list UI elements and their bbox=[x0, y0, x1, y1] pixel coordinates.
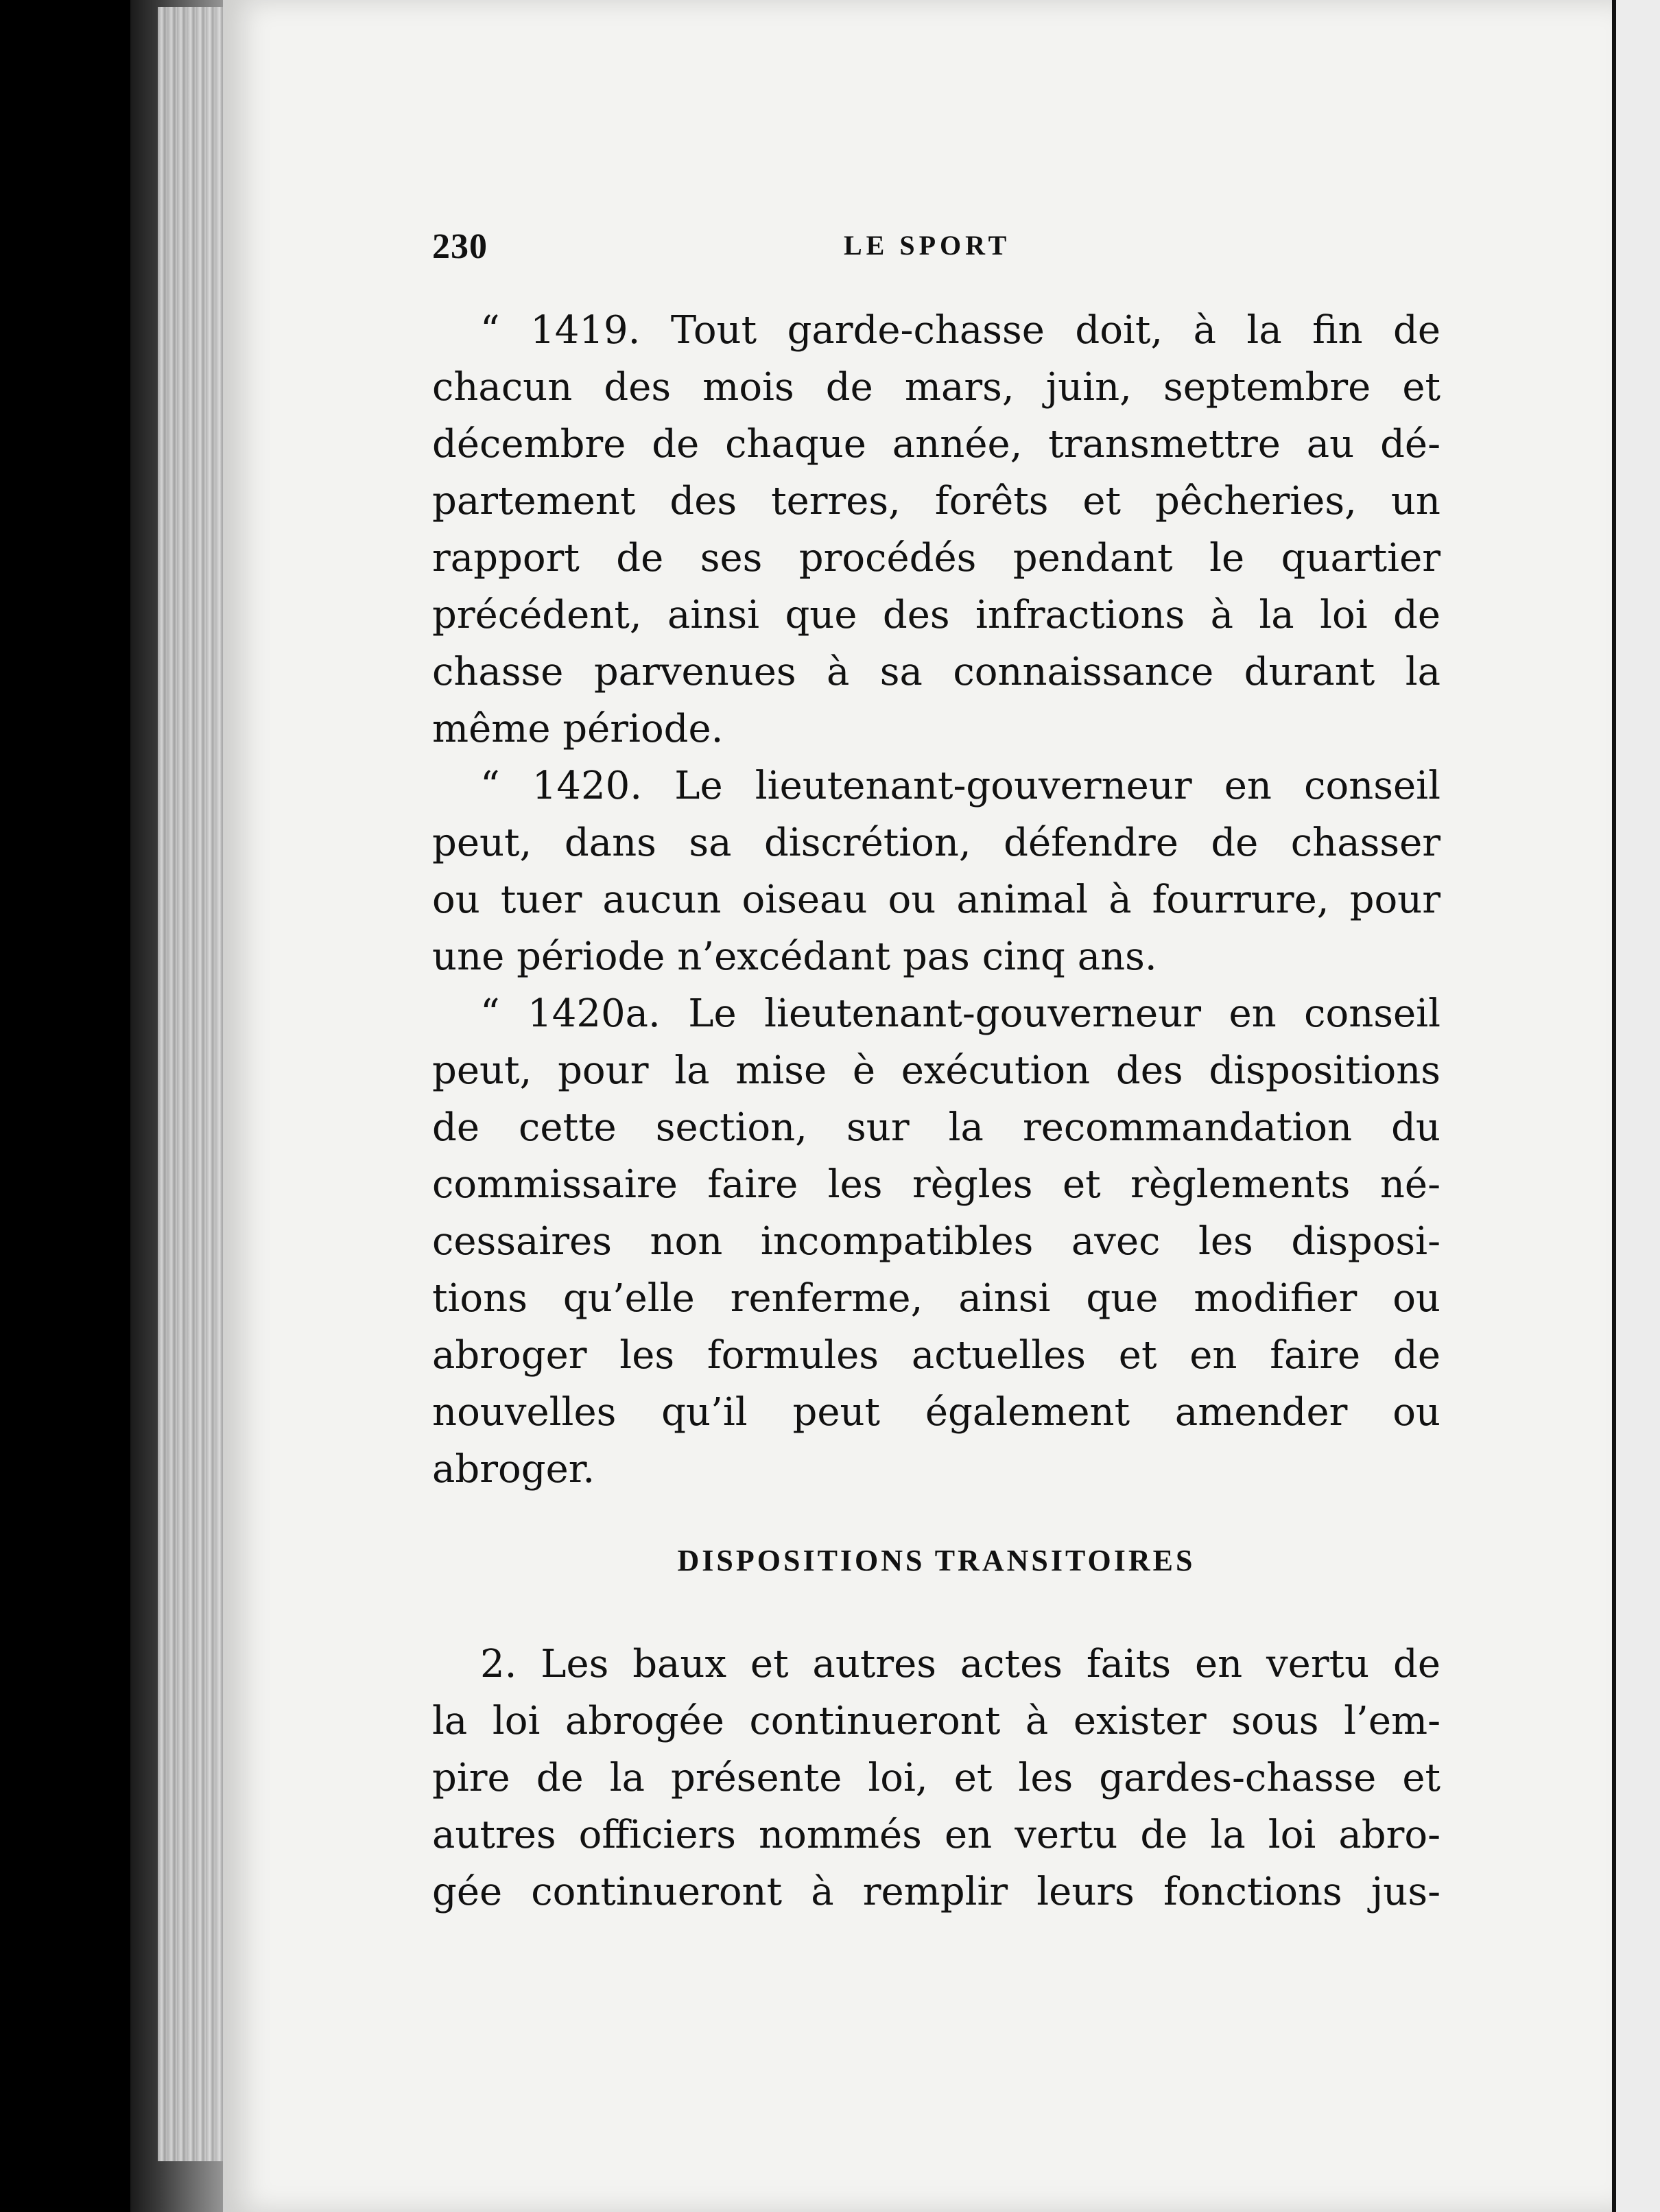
text-line: abroger les formules actuelles et en faire de bbox=[432, 1333, 1440, 1378]
text-line: de cette section, sur la recommandation du bbox=[432, 1105, 1440, 1150]
page-body bbox=[432, 302, 1440, 1920]
running-title: LE SPORT bbox=[844, 230, 1011, 261]
text-line: même période. bbox=[432, 707, 724, 751]
paragraph-transitional bbox=[432, 1636, 1440, 1920]
paragraph-art-1420a bbox=[432, 985, 1440, 1498]
text-line: partement des terres, forêts et pêcheries, un bbox=[432, 479, 1440, 523]
text-line: décembre de chaque année, transmettre au dé- bbox=[432, 422, 1440, 467]
text-line: ou tuer aucun oiseau ou animal à fourrure, pour bbox=[432, 878, 1440, 922]
text-line: pire de la présente loi, et les gardes-chasse et bbox=[432, 1756, 1440, 1800]
text-line: tions qu’elle renferme, ainsi que modifier ou bbox=[432, 1276, 1440, 1321]
text-line: “ 1419. Tout garde-chasse doit, à la fin de bbox=[480, 308, 1440, 353]
text-line: “ 1420. Le lieutenant-gouverneur en conseil bbox=[480, 764, 1440, 808]
text-line: nouvelles qu’il peut également amender ou bbox=[432, 1390, 1440, 1435]
text-line: abroger. bbox=[432, 1447, 595, 1492]
text-line: chacun des mois de mars, juin, septembre et bbox=[432, 365, 1440, 410]
text-line: “ 1420a. Le lieutenant-gouverneur en conseil bbox=[480, 991, 1440, 1036]
page-number: 230 bbox=[432, 227, 488, 266]
text-line: cessaires non incompatibles avec les disposi- bbox=[432, 1219, 1440, 1264]
text-line: la loi abrogée continueront à exister sous l’em- bbox=[432, 1699, 1440, 1743]
text-line: chasse parvenues à sa connaissance durant la bbox=[432, 650, 1440, 694]
text-line: autres officiers nommés en vertu de la loi abro- bbox=[432, 1813, 1440, 1857]
text-line: peut, pour la mise è exécution des dispositions bbox=[432, 1048, 1440, 1093]
text-line: 2. Les baux et autres actes faits en vertu de bbox=[480, 1642, 1440, 1686]
text-line: peut, dans sa discrétion, défendre de chasser bbox=[432, 821, 1440, 865]
section-title: DISPOSITIONS TRANSITOIRES bbox=[677, 1544, 1196, 1577]
page-header bbox=[432, 226, 1440, 281]
text-line: gée continueront à remplir leurs fonctions jus- bbox=[432, 1870, 1440, 1914]
text-line: précédent, ainsi que des infractions à la loi de bbox=[432, 593, 1440, 637]
facing-page-edge bbox=[1612, 0, 1660, 2212]
paragraph-art-1419 bbox=[432, 302, 1440, 757]
paragraph-art-1420 bbox=[432, 757, 1440, 985]
text-line: rapport de ses procédés pendant le quartier bbox=[432, 536, 1440, 580]
text-line: commissaire faire les règles et règlements né- bbox=[432, 1162, 1440, 1207]
text-line: une période n’excédant pas cinq ans. bbox=[432, 934, 1157, 979]
